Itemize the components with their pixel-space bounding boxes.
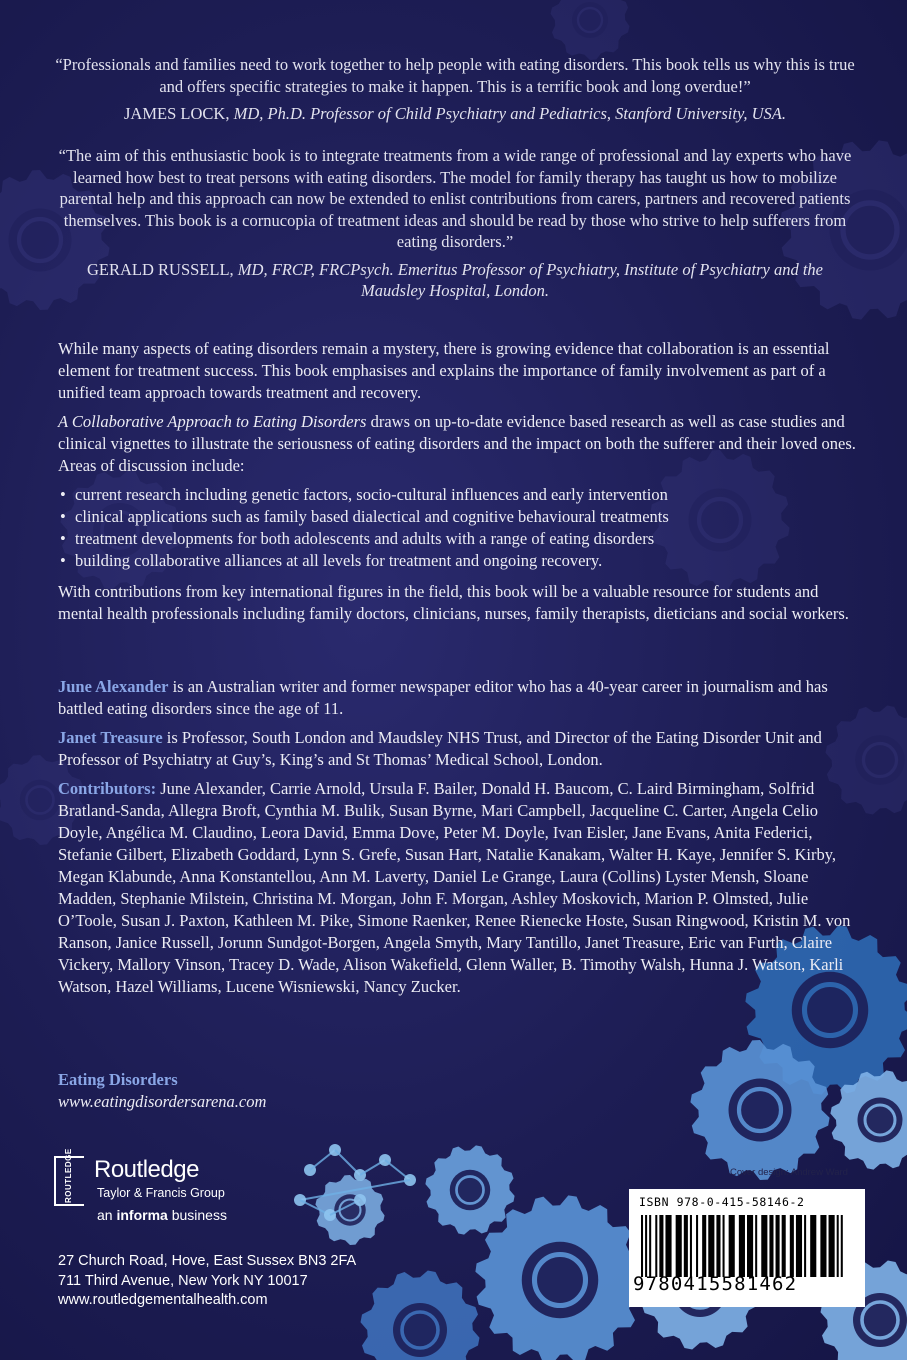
- barcode-bar: [649, 1215, 651, 1277]
- barcode-bar: [702, 1215, 706, 1277]
- bio-june-alexander: [58, 676, 858, 720]
- address-uk: 27 Church Road, Hove, East Sussex BN3 2FA: [58, 1253, 357, 1269]
- discussion-item: • treatment developments for both adolescents and adults with a range of eating disorders: [58, 528, 858, 550]
- barcode-bar: [739, 1215, 745, 1277]
- book-title: A Collaborative Approach to Eating Disorders: [58, 412, 367, 431]
- cover-credit: Cover design: Andrew Ward: [730, 1167, 848, 1178]
- series-info: [58, 1069, 858, 1113]
- series-name: Eating Disorders: [58, 1070, 178, 1089]
- barcode-bar: [708, 1215, 714, 1277]
- author-bios: [58, 676, 858, 1005]
- routledge-tab-text: ROUTLEDGE: [64, 1148, 73, 1203]
- quote-russell-attribution: [55, 259, 855, 302]
- barcode-bar: [676, 1215, 682, 1277]
- description-audience: With contributions from key international figures in the field, this book will be a valuable resource for students and mental health professionals including family doctors, clinicians, nurses, family therapists, dieticians and social workers.: [58, 582, 849, 623]
- quote-lock-credentials: MD, Ph.D. Professor of Child Psychiatry and Pediatrics, Stanford University, USA.: [233, 104, 786, 123]
- barcode-bar: [655, 1215, 657, 1277]
- contributors: [58, 778, 858, 998]
- barcode-bars: [639, 1215, 855, 1277]
- discussion-item: • building collaborative alliances at all levels for treatment and ongoing recovery.: [58, 550, 858, 572]
- quote-russell: [55, 145, 855, 302]
- barcode-bar: [841, 1215, 843, 1277]
- barcode-bar: [645, 1215, 647, 1277]
- description-overview: [58, 411, 858, 477]
- publisher-website: www.routledgementalhealth.com: [58, 1292, 268, 1308]
- series-url: www.eatingdisordersarena.com: [58, 1092, 267, 1111]
- contributors-list: June Alexander, Carrie Arnold, Ursula F. Bailer, Donald H. Baucom, C. Laird Birmingham, Solfrid Bratland-Sanda, Allegra Broft, Cynthia M. Bulik, Susan Byrne, Mari Campbell, Jacqueline C. Carter, Angela Celio Doyle, Angélica M. Claudino, Leora David, Emma Dove, Peter M. Doyle, Ivan Eisler, Jane Evans, Anita Federici, Stefanie Gilbert, Elizabeth Goddard, Lynn S. Grefe, Susan Hart, Natalie Kanakam, Walter H. Kaye, Jennifer S. Kirby, Megan Klabunde, Anna Konstantellou, Ann M. Laverty, Daniel Le Grange, Laura (Collins) Lyster Mensh, Sloane Madden, Stephanie Milstein, Christina M. Morgan, John F. Morgan, Ashley Moskovich, Marion P. Olmsted, Julie O’Toole, Susan J. Paxton, Kathleen M. Pike, Simone Raenker, Renee Rienecke Hoste, Susan Ringwood, Kristin M. von Ranson, Janice Russell, Jorunn Sundgot-Borgen, Angela Smyth, Mary Tantillo, Janet Treasure, Eric van Furth, Claire Vickery, Mallory Vinson, Tracey D. Wade, Alison Wakefield, Glenn Waller, B. Timothy Walsh, Hunna J. Watson, Karli Watson, Hazel Williams, Lucene Wisniewski, Nancy Zucker.: [58, 779, 851, 996]
- quote-lock-attribution: [55, 103, 855, 125]
- bio-janet-treasure: [58, 727, 858, 771]
- discussion-list: [58, 484, 858, 572]
- quote-lock-text: “Professionals and families need to work together to help people with eating disorders. This book tells us why this is true and offers specific strategies to make it happen. This is a terrific book and long overdue!”: [55, 55, 855, 96]
- barcode-bar: [641, 1215, 643, 1277]
- quote-lock-author: JAMES LOCK,: [124, 104, 230, 123]
- contributors-label: Contributors:: [58, 779, 157, 798]
- molecule-node: [354, 1194, 366, 1206]
- description-intro: While many aspects of eating disorders remain a mystery, there is growing evidence that collaboration is an essential element for treatment success. This book emphasises and explains the importance of family involvement as part of a unified team approach towards treatment and recovery.: [58, 339, 830, 402]
- publisher-brand: Routledge: [94, 1156, 199, 1183]
- barcode-bar: [829, 1215, 835, 1277]
- barcode-bar: [776, 1215, 780, 1277]
- author-name-june: June Alexander: [58, 677, 169, 696]
- barcode-bar: [796, 1215, 802, 1277]
- discussion-item: • current research including genetic factors, socio-cultural influences and early intervention: [58, 484, 858, 506]
- author-bio-june: is an Australian writer and former newspaper editor who has a 40-year career in journalism and has battled eating disorders since the age of 11.: [58, 677, 828, 718]
- routledge-tab-icon: [54, 1148, 84, 1206]
- quote-russell-text: “The aim of this enthusiastic book is to integrate treatments from a wide range of professional and lay experts who have learned how best to treat persons with eating disorders. The model for family therapy has taught us how to mobilize parental help and this approach can now be extended to enlist contributions from carers, partners and recovered patients themselves. This book is a cornucopia of treatment ideas and should be read by those who strive to help sufferers from eating disorders.”: [58, 146, 852, 251]
- description-overview-text: draws on up-to-date evidence based research as well as case studies and clinical vignettes to illustrate the seriousness of eating disorders and the impact on both the sufferer and their loved ones. Areas of discussion include:: [58, 412, 856, 475]
- barcode-bar: [804, 1215, 806, 1277]
- barcode-bar: [696, 1215, 698, 1277]
- barcode-bar: [755, 1215, 757, 1277]
- quote-russell-credentials: MD, FRCP, FRCPsych. Emeritus Professor of Psychiatry, Institute of Psychiatry and the Maudsley Hospital, London.: [237, 259, 823, 300]
- gear-shape: [361, 1271, 480, 1360]
- barcode-bar: [837, 1215, 839, 1277]
- barcode-bar: [790, 1215, 794, 1277]
- barcode-bar: [820, 1215, 826, 1277]
- barcode-bar: [690, 1215, 692, 1277]
- barcode-bar: [723, 1215, 725, 1277]
- isbn-label: ISBN 978-0-415-58146-2: [639, 1195, 805, 1209]
- barcode-bar: [659, 1215, 663, 1277]
- barcode-bar: [761, 1215, 767, 1277]
- barcode-bar: [810, 1215, 816, 1277]
- gear-shape: [425, 1145, 514, 1234]
- address-us: 711 Third Avenue, New York NY 10017: [58, 1272, 308, 1289]
- quote-lock: [55, 54, 855, 125]
- ean-number: 9780415581462: [633, 1273, 798, 1295]
- publisher-group: Taylor & Francis Group: [97, 1186, 225, 1200]
- isbn-barcode: [629, 1189, 865, 1307]
- barcode-bar: [769, 1215, 773, 1277]
- barcode-bar: [782, 1215, 786, 1277]
- informa-name: informa: [116, 1207, 168, 1223]
- publisher-address: [58, 1252, 356, 1311]
- discussion-item: • clinical applications such as family based dialectical and cognitive behavioural treatments: [58, 506, 858, 528]
- barcode-bar: [729, 1215, 735, 1277]
- barcode-bar: [684, 1215, 688, 1277]
- quote-russell-author: GERALD RUSSELL,: [86, 259, 234, 279]
- informa-tagline: an informa business: [97, 1207, 227, 1223]
- author-bio-janet: is Professor, South London and Maudsley NHS Trust, and Director of the Eating Disorder Unit and Professor of Psychiatry at Guy’s, King’s and St Thomas’ Medical School, London.: [58, 728, 822, 769]
- author-name-janet: Janet Treasure: [58, 728, 163, 747]
- barcode-bar: [665, 1215, 671, 1277]
- barcode-bar: [716, 1215, 720, 1277]
- book-description: [58, 338, 858, 632]
- routledge-logo: [54, 1148, 294, 1226]
- gear-shape: [551, 0, 630, 60]
- barcode-bar: [747, 1215, 753, 1277]
